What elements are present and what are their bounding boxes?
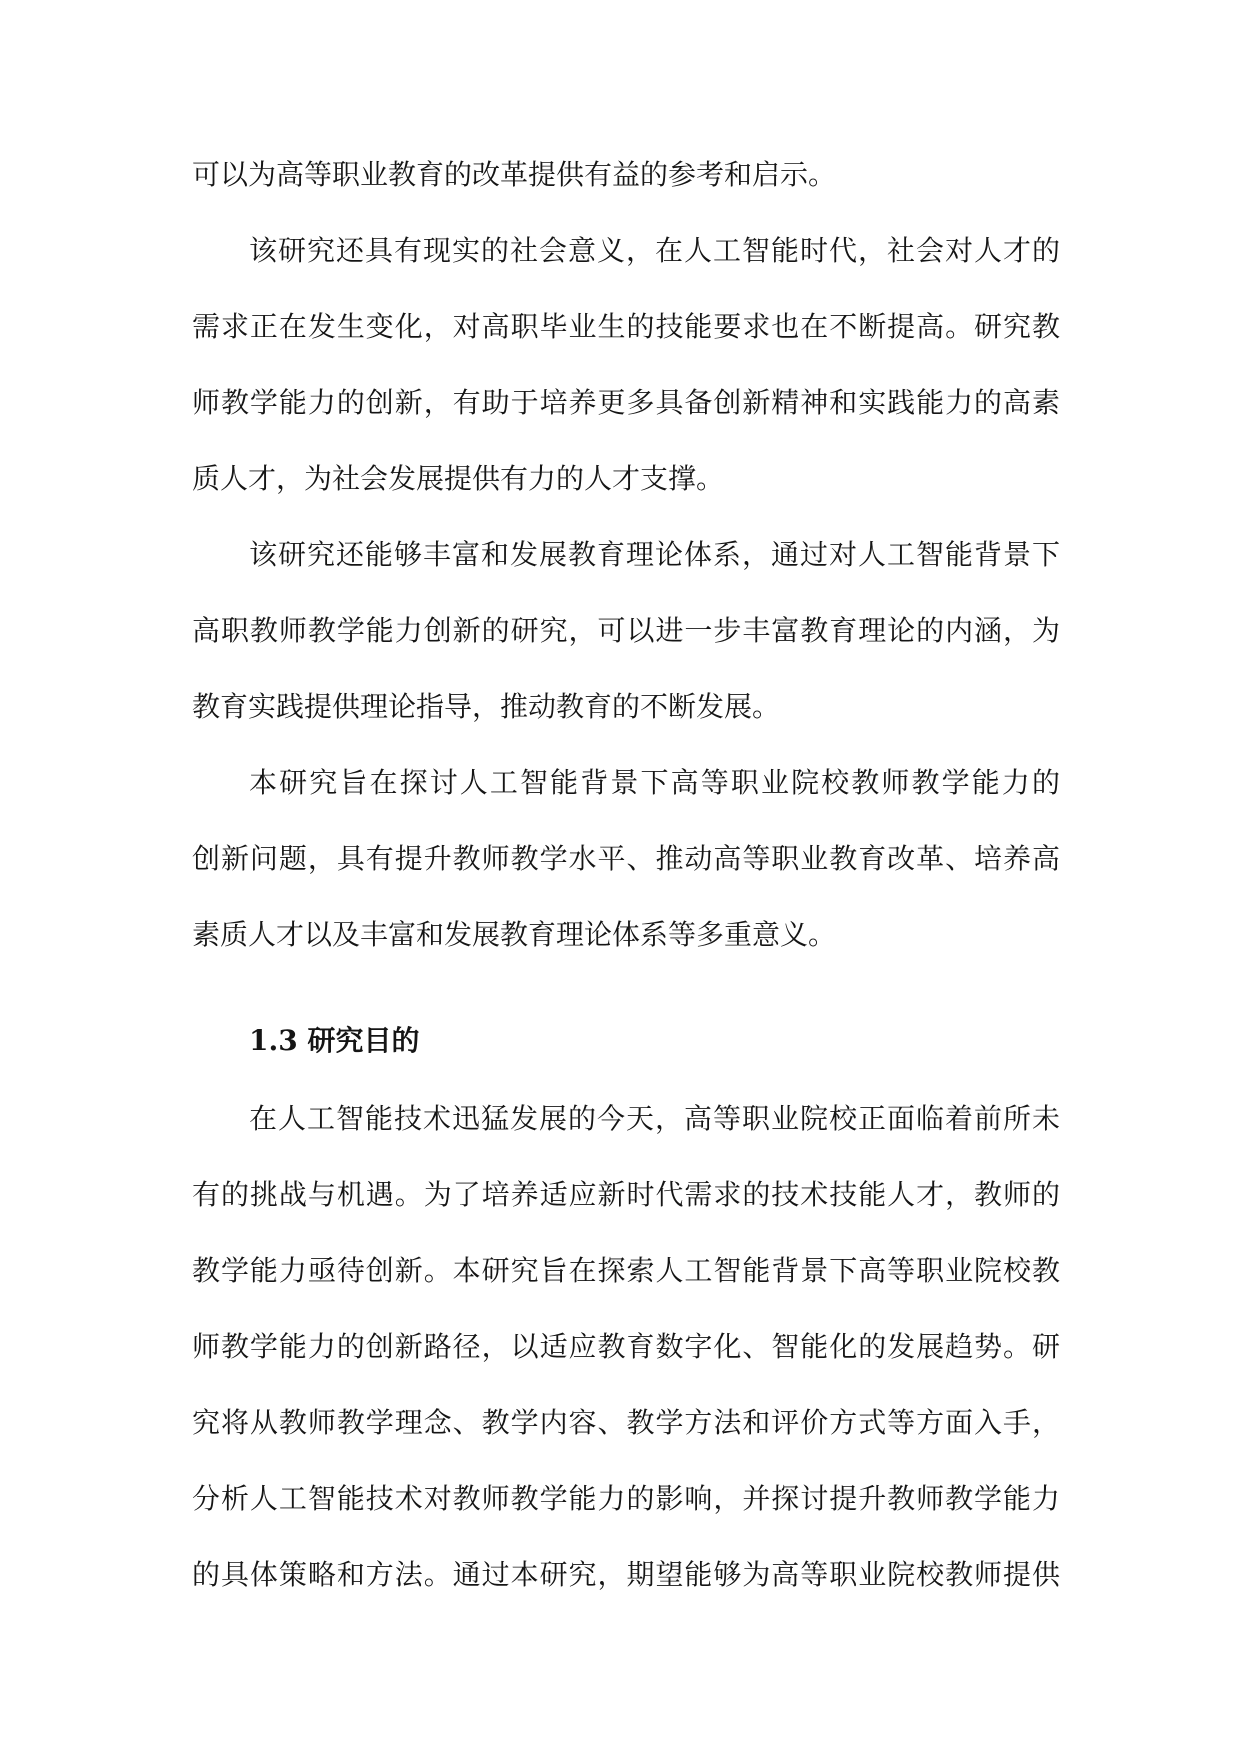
text-line: 可以为高等职业教育的改革提供有益的参考和启示。 bbox=[192, 158, 837, 191]
text-line: 本研究旨在探讨人工智能背景下高等职业院校教师教学能力的 bbox=[249, 766, 1060, 799]
paragraph-social-significance bbox=[192, 213, 1060, 517]
paragraph-research-purpose bbox=[192, 1081, 1060, 1613]
paragraph-summary bbox=[192, 745, 1060, 973]
text-line: 质人才，为社会发展提供有力的人才支撑。 bbox=[192, 462, 725, 495]
text-line: 创新问题，具有提升教师教学水平、推动高等职业教育改革、培养高 bbox=[192, 842, 1060, 875]
text-line: 师教学能力的创新，有助于培养更多具备创新精神和实践能力的高素 bbox=[192, 386, 1060, 419]
text-line: 分析人工智能技术对教师教学能力的影响，并探讨提升教师教学能力 bbox=[192, 1482, 1060, 1515]
text-line: 教学能力亟待创新。本研究旨在探索人工智能背景下高等职业院校教 bbox=[192, 1254, 1060, 1287]
text-line: 在人工智能技术迅猛发展的今天，高等职业院校正面临着前所未 bbox=[249, 1102, 1060, 1135]
paragraph-continuation bbox=[192, 137, 1060, 213]
text-line: 该研究还具有现实的社会意义，在人工智能时代，社会对人才的 bbox=[249, 234, 1060, 267]
text-line: 该研究还能够丰富和发展教育理论体系，通过对人工智能背景下 bbox=[249, 538, 1060, 571]
text-line: 需求正在发生变化，对高职毕业生的技能要求也在不断提高。研究教 bbox=[192, 310, 1060, 343]
text-line: 教育实践提供理论指导，推动教育的不断发展。 bbox=[192, 690, 781, 723]
text-line: 的具体策略和方法。通过本研究，期望能够为高等职业院校教师提供 bbox=[192, 1558, 1060, 1591]
text-line: 高职教师教学能力创新的研究，可以进一步丰富教育理论的内涵，为 bbox=[192, 614, 1060, 647]
text-line: 有的挑战与机遇。为了培养适应新时代需求的技术技能人才，教师的 bbox=[192, 1178, 1060, 1211]
text-line: 师教学能力的创新路径，以适应教育数字化、智能化的发展趋势。研 bbox=[192, 1330, 1060, 1363]
text-line: 究将从教师教学理念、教学内容、教学方法和评价方式等方面入手， bbox=[192, 1406, 1060, 1439]
paragraph-theory-significance bbox=[192, 517, 1060, 745]
section-heading: 1.3 研究目的 bbox=[249, 1024, 420, 1057]
text-line: 素质人才以及丰富和发展教育理论体系等多重意义。 bbox=[192, 918, 837, 951]
